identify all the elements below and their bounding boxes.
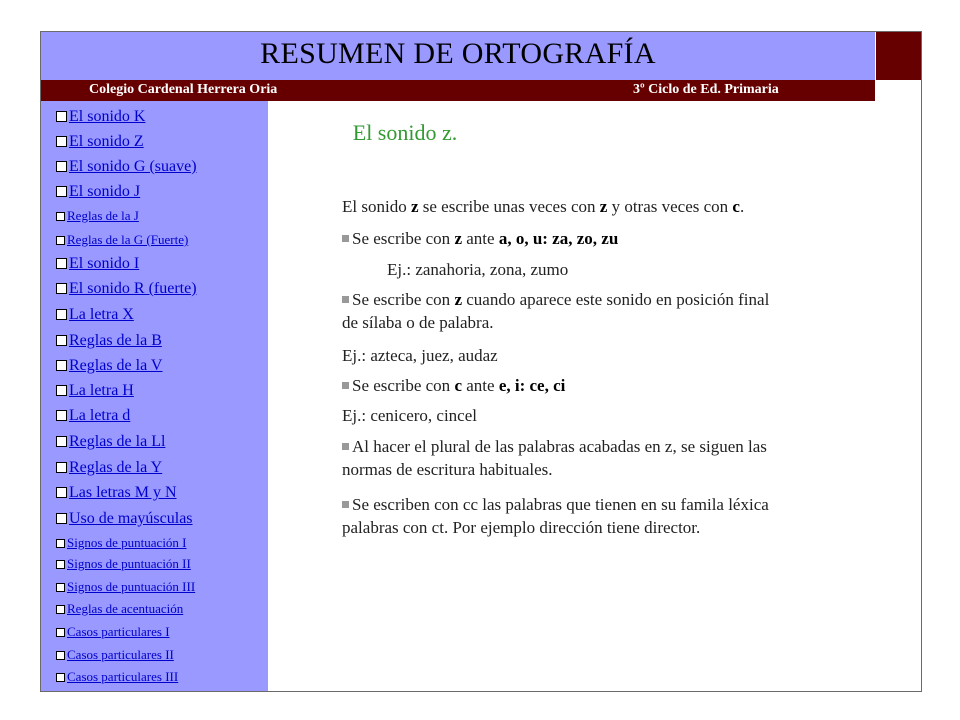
sidebar-item-reglas-y[interactable] xyxy=(56,460,162,476)
checkbox-bullet-icon xyxy=(56,628,65,637)
sidebar-item-label: Reglas de la G (Fuerte) xyxy=(67,232,189,247)
sidebar-item-letras-m-n[interactable] xyxy=(56,485,177,501)
rule-text: ante xyxy=(461,376,499,395)
rule-letter: z xyxy=(454,229,462,248)
rule-1 xyxy=(342,227,618,250)
subtitle-bar xyxy=(41,80,875,101)
checkbox-bullet-icon xyxy=(56,360,67,371)
school-name: Colegio Cardenal Herrera Oria xyxy=(89,82,278,97)
rule-syllables: a, o, u: za, zo, zu xyxy=(498,229,619,248)
title-accent-box xyxy=(876,32,921,80)
rule-text: de sílaba o de palabra. xyxy=(342,313,494,332)
sidebar-item-label: El sonido G (suave) xyxy=(69,158,197,175)
sidebar-item-letra-h[interactable] xyxy=(56,383,134,399)
rule-2 xyxy=(342,288,769,334)
checkbox-bullet-icon xyxy=(56,335,67,346)
intro-z: z xyxy=(599,197,608,216)
sidebar-item-label: Las letras M y N xyxy=(69,484,177,501)
rule-text: ante xyxy=(461,229,499,248)
example-1: Ej.: zanahoria, zona, zumo xyxy=(387,260,569,279)
rule-letter: c xyxy=(454,376,462,395)
page-title: RESUMEN DE ORTOGRAFÍA xyxy=(260,37,656,70)
checkbox-bullet-icon xyxy=(56,487,67,498)
sidebar-item-label: Reglas de la Y xyxy=(69,459,163,476)
sidebar-item-reglas-b[interactable] xyxy=(56,333,162,349)
sidebar-item-label: El sonido Z xyxy=(69,133,144,150)
sidebar-item-sonido-g[interactable] xyxy=(56,159,197,175)
sidebar-item-label: La letra d xyxy=(69,407,131,424)
checkbox-bullet-icon xyxy=(56,410,67,421)
square-bullet-icon xyxy=(342,501,349,508)
checkbox-bullet-icon xyxy=(56,161,67,172)
sidebar-item-sonido-r[interactable] xyxy=(56,281,197,297)
rule-text: Se escribe con xyxy=(352,376,455,395)
sidebar-item-reglas-j[interactable] xyxy=(56,209,139,222)
sidebar-item-reglas-ll[interactable] xyxy=(56,434,165,450)
example-3: Ej.: cenicero, cincel xyxy=(342,406,477,425)
sidebar-item-reglas-v[interactable] xyxy=(56,358,162,374)
checkbox-bullet-icon xyxy=(56,651,65,660)
sidebar-item-mayusculas[interactable] xyxy=(56,511,193,527)
sidebar-item-label: Reglas de acentuación xyxy=(67,601,184,616)
intro-text: y otras veces con xyxy=(607,197,733,216)
sidebar-item-label: Signos de puntuación III xyxy=(67,579,196,594)
rule-text: Se escribe con xyxy=(352,290,455,309)
sidebar-item-label: Reglas de la B xyxy=(69,332,162,349)
example-2: Ej.: azteca, juez, audaz xyxy=(342,346,498,365)
intro-text: . xyxy=(739,197,745,216)
intro-text: El sonido xyxy=(342,197,411,216)
sidebar-item-label: Reglas de la V xyxy=(69,357,163,374)
course-level: 3º Ciclo de Ed. Primaria xyxy=(633,82,779,97)
checkbox-bullet-icon xyxy=(56,605,65,614)
sidebar-item-label: Casos particulares III xyxy=(67,669,179,684)
section-heading: El sonido z. xyxy=(352,120,458,145)
checkbox-bullet-icon xyxy=(56,186,67,197)
rule-text: Se escribe con xyxy=(352,229,455,248)
rule-3 xyxy=(342,374,565,397)
rule-text: palabras con ct. Por ejemplo dirección tiene director. xyxy=(342,518,701,537)
rule-letter: z xyxy=(454,290,462,309)
checkbox-bullet-icon xyxy=(56,539,65,548)
sidebar-item-label: El sonido J xyxy=(69,183,141,200)
sidebar-item-letra-x[interactable] xyxy=(56,307,134,323)
checkbox-bullet-icon xyxy=(56,236,65,245)
sidebar-item-reglas-g[interactable] xyxy=(56,233,188,246)
sidebar-item-label: La letra H xyxy=(69,382,134,399)
rule-5 xyxy=(342,493,769,539)
sidebar-item-sonido-j[interactable] xyxy=(56,184,140,200)
checkbox-bullet-icon xyxy=(56,462,67,473)
sidebar-item-acentuacion[interactable] xyxy=(56,602,183,615)
checkbox-bullet-icon xyxy=(56,673,65,682)
rule-4 xyxy=(342,435,767,481)
checkbox-bullet-icon xyxy=(56,583,65,592)
intro-c: c xyxy=(732,197,740,216)
checkbox-bullet-icon xyxy=(56,560,65,569)
sidebar-item-sonido-i[interactable] xyxy=(56,256,139,272)
sidebar-item-label: Uso de mayúsculas xyxy=(69,510,193,527)
intro-z: z xyxy=(410,197,419,216)
square-bullet-icon xyxy=(342,382,349,389)
rule-syllables: e, i: ce, ci xyxy=(498,376,566,395)
square-bullet-icon xyxy=(342,235,349,242)
sidebar-item-puntuacion-1[interactable] xyxy=(56,536,187,549)
sidebar-item-label: Reglas de la J xyxy=(67,208,139,223)
sidebar-item-label: Reglas de la Ll xyxy=(69,433,166,450)
rule-text: Se escriben con cc las palabras que tienen en su famila léxica xyxy=(352,495,769,514)
rule-text: normas de escritura habituales. xyxy=(342,460,553,479)
checkbox-bullet-icon xyxy=(56,436,67,447)
checkbox-bullet-icon xyxy=(56,212,65,221)
checkbox-bullet-icon xyxy=(56,283,67,294)
rule-text: cuando aparece este sonido en posición final xyxy=(461,290,770,309)
rule-text: Al hacer el plural de las palabras acabadas en z, se siguen las xyxy=(352,437,767,456)
sidebar-item-casos-3[interactable] xyxy=(56,670,178,683)
sidebar-item-label: El sonido I xyxy=(69,255,140,272)
sidebar-item-label: Casos particulares I xyxy=(67,624,170,639)
square-bullet-icon xyxy=(342,443,349,450)
intro-text: se escribe unas veces con xyxy=(418,197,600,216)
title-bar xyxy=(41,32,875,80)
sidebar-item-letra-d[interactable] xyxy=(56,408,130,424)
sidebar-item-puntuacion-2[interactable] xyxy=(56,557,191,570)
checkbox-bullet-icon xyxy=(56,385,67,396)
intro-paragraph xyxy=(342,195,744,218)
sidebar-item-puntuacion-3[interactable] xyxy=(56,580,195,593)
sidebar-item-label: El sonido K xyxy=(69,108,146,125)
sidebar-item-label: Casos particulares II xyxy=(67,647,174,662)
square-bullet-icon xyxy=(342,296,349,303)
sidebar-item-casos-1[interactable] xyxy=(56,625,170,638)
sidebar-item-label: Signos de puntuación II xyxy=(67,556,191,571)
sidebar-item-label: La letra X xyxy=(69,306,134,323)
checkbox-bullet-icon xyxy=(56,258,67,269)
sidebar-item-label: Signos de puntuación I xyxy=(67,535,187,550)
sidebar-item-label: El sonido R (fuerte) xyxy=(69,280,197,297)
sidebar-item-casos-2[interactable] xyxy=(56,648,174,661)
checkbox-bullet-icon xyxy=(56,513,67,524)
checkbox-bullet-icon xyxy=(56,309,67,320)
